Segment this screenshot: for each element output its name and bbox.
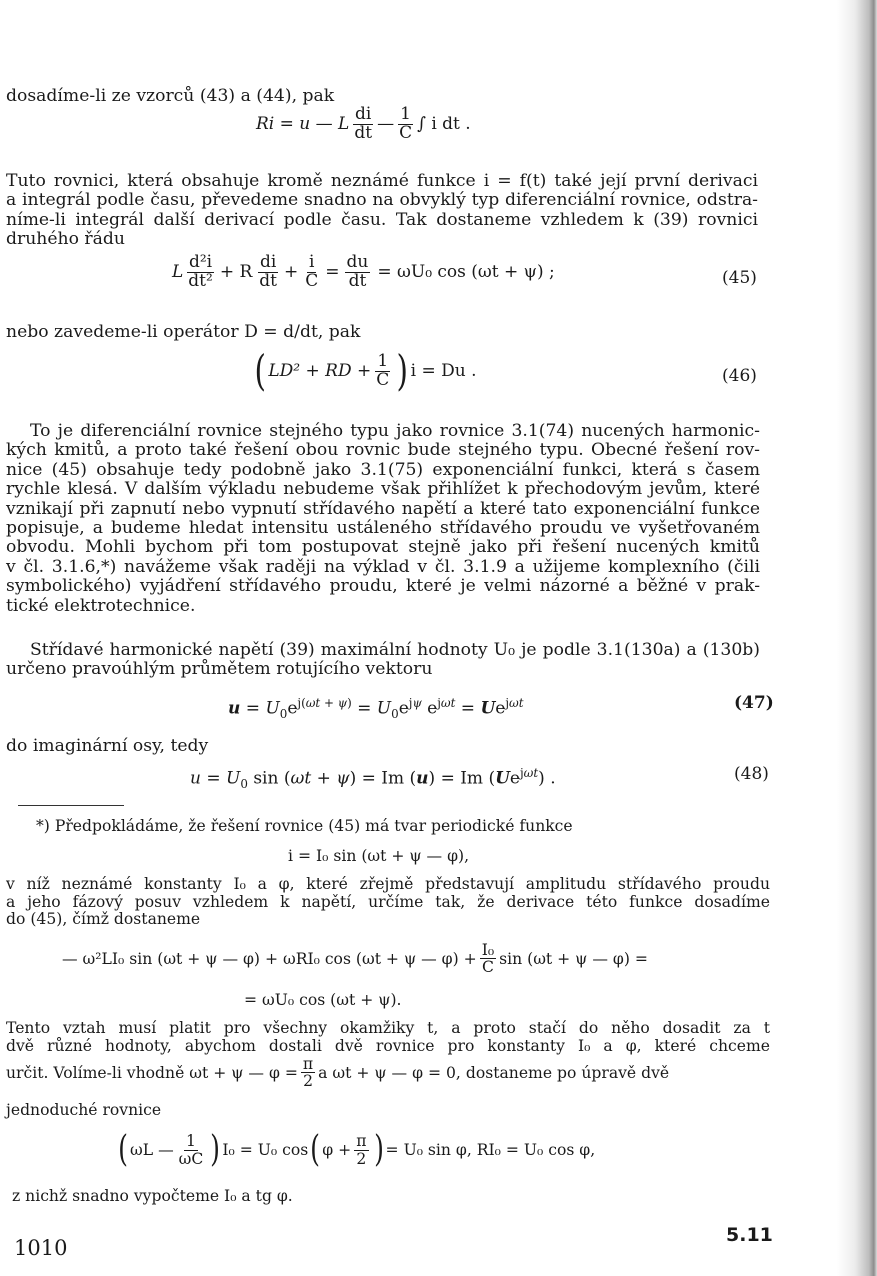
eq-ri-lhs: Ri = u — L bbox=[256, 114, 350, 135]
footnote-paragraph-1: v níž neznámé konstanty I₀ a φ, které zřejmě představují amplitudu střídavého proudu a jeho fázový posuv vzhledem k napětí, určíme tak, že derivace této funkce dosadíme do (45), čímž dostaneme bbox=[6, 875, 770, 929]
page-number: 1010 bbox=[14, 1236, 68, 1260]
operator-line: nebo zavedeme-li operátor D = d/dt, pak bbox=[6, 322, 361, 342]
section-number: 5.11 bbox=[726, 1224, 773, 1246]
equation-number-47: (47) bbox=[734, 693, 774, 713]
paragraph-1: Tuto rovnici, která obsahuje kromě neznámé funkce i = f(t) také její první derivaci a integrál podle času, převedeme snadno na obvyklý typ diferenciální rovnice, odstra- níme-li integrál další derivací podle času. Tak dostaneme vzhledem k (39) rovnici druhého řádu bbox=[6, 171, 758, 250]
equation-48 bbox=[190, 766, 556, 791]
footnote-closing: z nichž snadno vypočteme I₀ a tg φ. bbox=[12, 1187, 293, 1205]
footnote-divider bbox=[18, 805, 124, 806]
page-edge-shadow bbox=[837, 0, 877, 1276]
equation-number-48: (48) bbox=[734, 764, 769, 784]
paragraph-2: To je diferenciální rovnice stejného typu jako rovnice 3.1(74) nucených harmonic- kých kmitů, a proto také řešení obou rovnic bude stejného typu. Obecné řešení rov- nice (45) obsahuje tedy podobně jako 3.1(75) exponenciální funkci, která s časem rychle klesá. V dalším výkladu nebudeme však přihlížet k přechodovým jevům, které vznikají při zapnutí nebo vypnutí střídavého napětí a které tato exponenciální funkce popisuje, a budeme hledat intensitu ustáleného střídavého proudu ve vyšetřovaném obvodu. Mohli bychom při tom postupovat stejně jako při řešení nucených kmitů v čl. 3.1.6,*) navážeme však raději na výklad v čl. 3.1.9 a užijeme komplexního (čili symbolického) vyjádření střídavého proudu, které je velmi názorné a běžné v prak- tické elektrotechnice. bbox=[6, 421, 760, 616]
footnote-long-equation-line-2: = ωU₀ cos (ωt + ψ). bbox=[244, 991, 402, 1009]
footnote-paragraph-2: Tento vztah musí platit pro všechny okamžiky t, a proto stačí do něho dosadit za t dvě různé hodnoty, abychom dostali dvě rovnice pro konstanty I₀ a φ, které chceme bbox=[6, 1019, 770, 1055]
equation-number-45: (45) bbox=[722, 268, 757, 288]
equation-46: ( LD² + RD + $\frac{1}{C}$ ) i = Du . bbox=[254, 346, 477, 395]
paragraph-3: Střídavé harmonické napětí (39) maximální hodnoty U₀ je podle 3.1(130a) a (130b) určeno pravoúhlým průmětem rotujícího vektoru bbox=[6, 640, 760, 680]
equation-47 bbox=[228, 696, 524, 721]
eq48-content: $u = U_0$ sin (ωt + ψ) = Im (u) = Im $(Ue^{j\omega t})$ . bbox=[190, 766, 556, 792]
fraction-1-c: $\frac{1}{C}$ bbox=[399, 104, 413, 143]
equation-number-46: (46) bbox=[722, 366, 757, 386]
footnote-choose-line: určit. Volíme-li vhodně ωt + ψ — φ = $\frac{\pi}{2}$ a ωt + ψ — φ = 0, dostaneme po úpravě dvě bbox=[6, 1055, 670, 1091]
equation-45: L $\frac{\text{d²i}}{\text{dt²}}$ + R $\frac{di}{dt}$ + $\frac{i}{C}$ = $\frac{du}{dt}$ = ωU₀ cos (ωt + ψ) ; bbox=[172, 252, 555, 291]
imaginary-axis-line: do imaginární osy, tedy bbox=[6, 736, 209, 756]
footnote-intro: *) Předpokládáme, že řešení rovnice (45) má tvar periodické funkce bbox=[36, 817, 573, 835]
footnote-final-equation: ( ωL — $\frac{1}{\omega C}$ ) I₀ = U₀ cos ( φ + $\frac{\pi}{2}$ ) = U₀ sin φ, RI₀ = U₀ cos φ, bbox=[118, 1129, 596, 1170]
equation-ri: Ri = u — L $\frac{di}{dt}$ — $\frac{1}{C}$ ∫ i dt . bbox=[256, 104, 471, 143]
fraction-di-dt: $\frac{di}{dt}$ bbox=[354, 104, 373, 143]
footnote-simple-eqs-line: jednoduché rovnice bbox=[6, 1101, 162, 1119]
intro-line: dosadíme-li ze vzorců (43) a (44), pak bbox=[6, 86, 335, 106]
eq47-content: $u = U_0e^{j(\omega t + \psi)} = U_0e^{j\psi}$ $e^{j\omega t} = Ue^{j\omega t}$ bbox=[228, 696, 524, 722]
footnote-long-equation-line-1: — ω²LI₀ sin (ωt + ψ — φ) + ωRI₀ cos (ωt + ψ — φ) + $\frac{\text{I₀}}{C}$ sin (ωt + ψ — φ) = bbox=[62, 941, 648, 977]
footnote-eq-i: i = I₀ sin (ωt + ψ — φ), bbox=[288, 847, 470, 865]
